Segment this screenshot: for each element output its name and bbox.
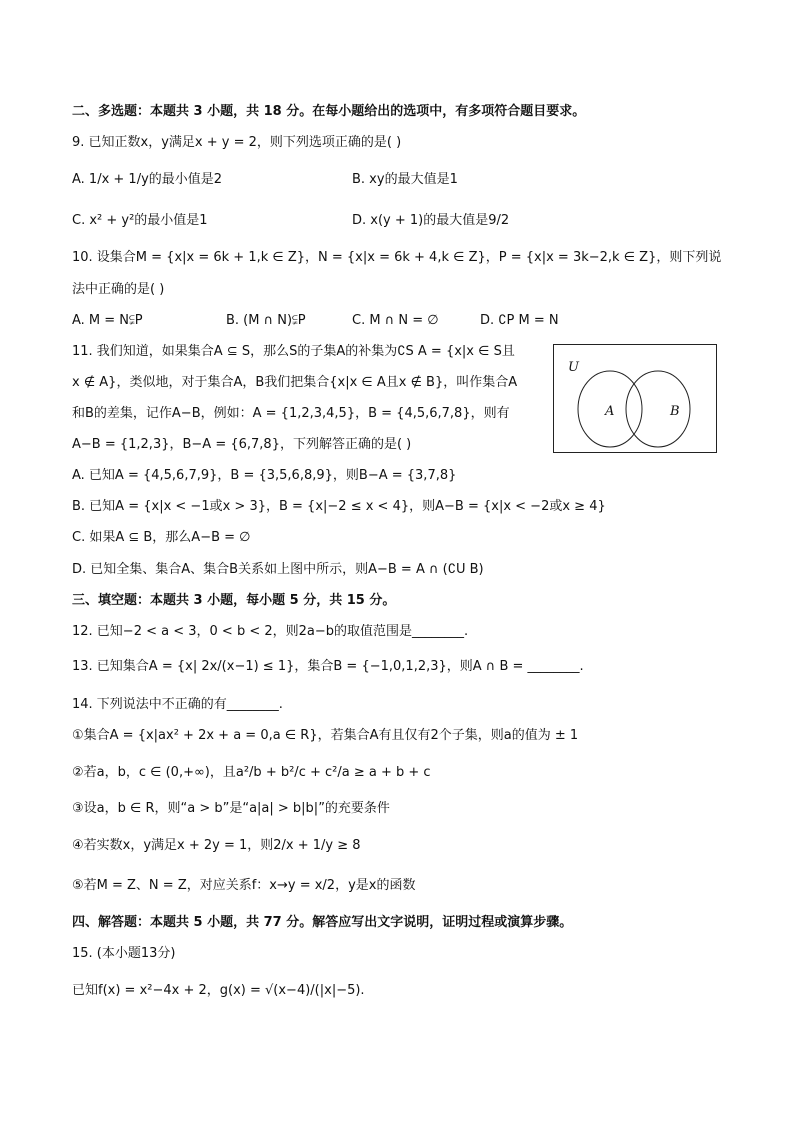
question-11-stem-line1: 11. 我们知道，如果集合A ⊆ S，那么S的子集A的补集为∁S A = {x|x ∈ S且 <box>72 344 515 359</box>
question-14-item-4: ④若实数x，y满足x + 2y = 1，则2/x + 1/y ≥ 8 <box>72 838 361 853</box>
question-10-stem-line1: 10. 设集合M = {x|x = 6k + 1,k ∈ Z}，N = {x|x = 6k + 4,k ∈ Z}，P = {x|x = 3k−2,k ∈ Z}，则下列说 <box>72 250 722 265</box>
venn-universal-label: U <box>568 360 579 375</box>
question-11-stem-line4: A−B = {1,2,3}，B−A = {6,7,8}，下列解答正确的是( ) <box>72 437 412 452</box>
venn-set-a-label: A <box>605 404 615 419</box>
venn-diagram <box>553 344 717 453</box>
question-9-option-d: D. x(y + 1)的最大值是9/2 <box>352 213 510 228</box>
question-9-option-c: C. x² + y²的最小值是1 <box>72 213 208 228</box>
question-12: 12. 已知−2 < a < 3，0 < b < 2，则2a−b的取值范围是________. <box>72 624 469 639</box>
question-11-option-d: D. 已知全集、集合A、集合B关系如上图中所示，则A−B = A ∩ (∁U B) <box>72 562 484 577</box>
venn-set-b-circle <box>626 371 690 447</box>
question-10-option-d: D. ∁P M = N <box>480 313 559 328</box>
section-fill-in-heading: 三、填空题：本题共 3 小题，每小题 5 分，共 15 分。 <box>72 593 396 608</box>
question-10-option-b: B. (M ∩ N)⫋P <box>226 313 306 328</box>
question-9-stem: 9. 已知正数x，y满足x + y = 2，则下列选项正确的是( ) <box>72 135 402 150</box>
question-10-stem-line2: 法中正确的是( ) <box>72 282 165 297</box>
question-9-option-b: B. xy的最大值是1 <box>352 172 458 187</box>
question-11-stem-line3: 和B的差集，记作A−B，例如：A = {1,2,3,4,5}，B = {4,5,6,7,8}，则有 <box>72 406 510 421</box>
question-11-option-a: A. 已知A = {4,5,6,7,9}，B = {3,5,6,8,9}，则B−A = {3,7,8} <box>72 468 457 483</box>
question-15-body: 已知f(x) = x²−4x + 2，g(x) = √(x−4)/(|x|−5). <box>72 983 365 998</box>
question-14-item-5: ⑤若M = Z、N = Z，对应关系f：x→y = x/2，y是x的函数 <box>72 878 416 893</box>
question-13: 13. 已知集合A = {x| 2x/(x−1) ≤ 1}，集合B = {−1,0,1,2,3}，则A ∩ B = ________. <box>72 659 584 674</box>
question-9-option-a: A. 1/x + 1/y的最小值是2 <box>72 172 223 187</box>
question-10-option-a: A. M = N⫋P <box>72 313 143 328</box>
section-solution-heading: 四、解答题：本题共 5 小题，共 77 分。解答应写出文字说明，证明过程或演算步骤。 <box>72 915 573 930</box>
question-11-stem-line2: x ∉ A}，类似地，对于集合A，B我们把集合{x|x ∈ A且x ∉ B}，叫作集合A <box>72 375 518 390</box>
question-15-heading: 15. (本小题13分) <box>72 946 176 961</box>
question-14-stem: 14. 下列说法中不正确的有________. <box>72 697 283 712</box>
question-14-item-3: ③设a，b ∈ R，则“a > b”是“a|a| > b|b|”的充要条件 <box>72 801 390 816</box>
question-11-option-b: B. 已知A = {x|x < −1或x > 3}，B = {x|−2 ≤ x < 4}，则A−B = {x|x < −2或x ≥ 4} <box>72 499 606 514</box>
section-multiple-choice-heading: 二、多选题：本题共 3 小题，共 18 分。在每小题给出的选项中，有多项符合题目要求。 <box>72 104 586 119</box>
question-11-option-c: C. 如果A ⊆ B，那么A−B = ∅ <box>72 530 251 545</box>
venn-set-b-label: B <box>670 404 680 419</box>
question-10-option-c: C. M ∩ N = ∅ <box>352 313 439 328</box>
question-14-item-2: ②若a，b，c ∈ (0,+∞)，且a²/b + b²/c + c²/a ≥ a + b + c <box>72 765 431 780</box>
question-14-item-1: ①集合A = {x|ax² + 2x + a = 0,a ∈ R}，若集合A有且仅有2个子集，则a的值为 ± 1 <box>72 728 579 743</box>
